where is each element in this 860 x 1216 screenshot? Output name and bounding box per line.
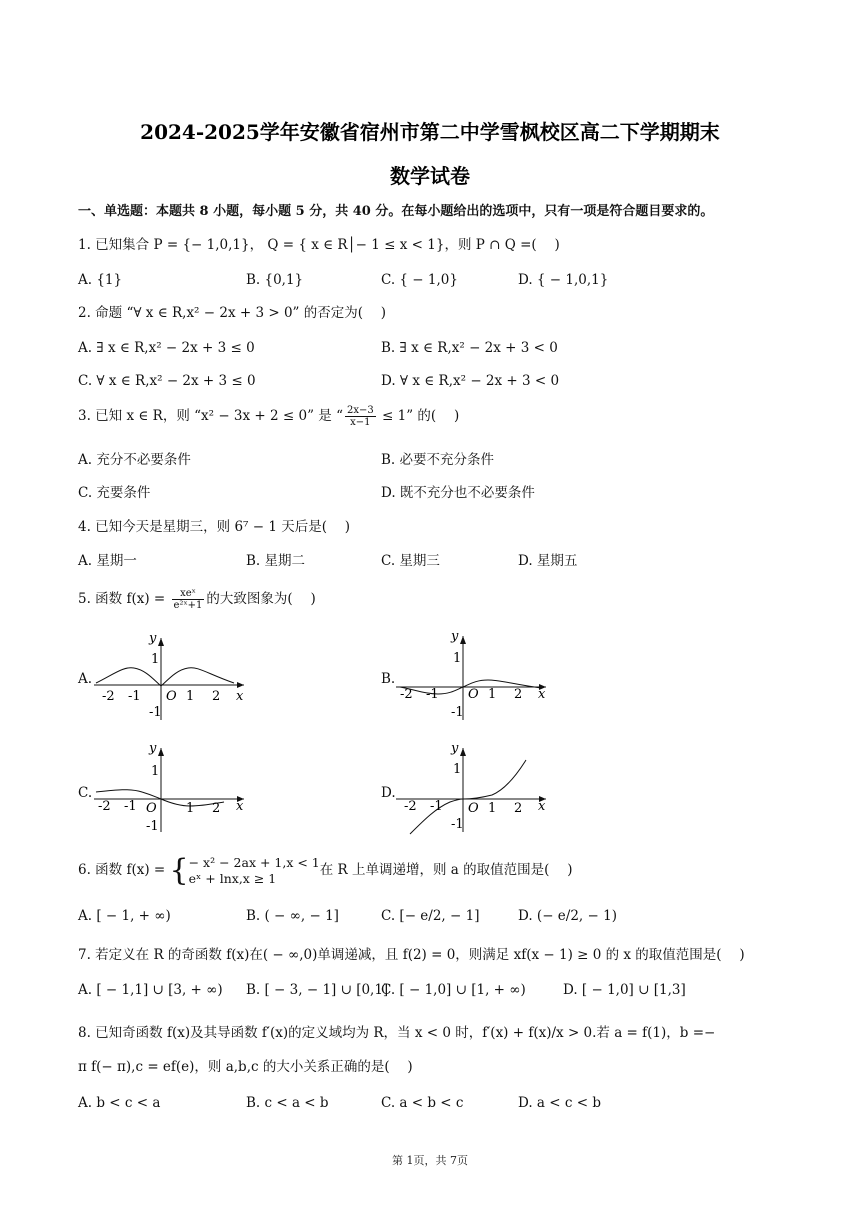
y-axis-arrow <box>460 748 466 756</box>
q8-option-b: B. c < a < b <box>246 1095 329 1111</box>
tick-label-neg2: -2 <box>400 687 413 702</box>
q6-option-c: C. [− e/2, − 1] <box>381 908 480 924</box>
q3-fraction-denominator: x−1 <box>350 417 371 428</box>
x-axis-label: x <box>538 687 546 702</box>
q5-graph-a <box>94 628 254 723</box>
question-8-stem-line2: π f(− π),c = ef(e)，则 a,b,c 的大小关系正确的是( ) <box>78 1059 413 1075</box>
q5-graph-d <box>396 740 556 835</box>
q2-option-b: B. ∃ x ∈ R,x² − 2x + 3 < 0 <box>381 340 558 356</box>
q6-stem-part-b: 在 R 上单调递增，则 a 的取值范围是( ) <box>319 862 573 878</box>
y-axis-label: y <box>149 631 157 646</box>
q3-stem-part-a: 3. 已知 x ∈ R，则 “x² − 3x + 2 ≤ 0” 是 “ <box>78 408 343 424</box>
q5-option-a-label: A. <box>78 671 93 687</box>
question-7-stem: 7. 若定义在 R 的奇函数 f(x)在( − ∞,0)单调递减，且 f(2) = 0，则满足 xf(x − 1) ≥ 0 的 x 的取值范围是( ) <box>78 947 745 963</box>
tick-label-neg2: -2 <box>102 689 115 704</box>
tick-label-neg2: -2 <box>404 799 417 814</box>
q6-stem-part-a: 6. 函数 f(x) = <box>78 862 170 878</box>
q3-stem-part-b: ≤ 1” 的( ) <box>377 408 460 424</box>
tick-label-neg1: -1 <box>124 799 137 814</box>
q1-option-a: A. {1} <box>78 272 123 288</box>
q8-option-c: C. a < b < c <box>381 1095 464 1111</box>
section-heading: 一、单选题：本题共 8 小题，每小题 5 分，共 40 分。在每小题给出的选项中，只有一项是符合题目要求的。 <box>78 204 714 219</box>
tick-label-y1: 1 <box>453 651 462 666</box>
origin-label: O <box>146 801 157 816</box>
origin-label: O <box>468 801 479 816</box>
tick-label-neg1: -1 <box>128 689 141 704</box>
q2-option-a: A. ∃ x ∈ R,x² − 2x + 3 ≤ 0 <box>78 340 255 356</box>
q4-option-d: D. 星期五 <box>518 553 578 569</box>
tick-label-neg2: -2 <box>98 799 111 814</box>
q3-fraction-numerator: 2x−3 <box>346 405 374 416</box>
tick-label-yneg1: -1 <box>146 819 159 834</box>
question-8-stem-line1: 8. 已知奇函数 f(x)及其导函数 f′(x)的定义域均为 R，当 x < 0 时，f′(x) + f(x)/x > 0.若 a = f(1)，b =− <box>78 1025 716 1041</box>
q7-option-c: C. [ − 1,0] ∪ [1, + ∞) <box>381 982 526 998</box>
x-axis-label: x <box>538 799 546 814</box>
question-5-stem <box>78 588 316 611</box>
q5-option-d-label: D. <box>381 785 396 801</box>
tick-label-1: 1 <box>186 689 195 704</box>
q5-graph-b <box>396 628 556 723</box>
q3-fraction <box>345 405 376 428</box>
x-axis-arrow <box>237 682 244 688</box>
q8-option-a: A. b < c < a <box>78 1095 161 1111</box>
tick-label-1: 1 <box>488 801 497 816</box>
q8-option-d: D. a < c < b <box>518 1095 601 1111</box>
y-axis-label: y <box>451 629 459 644</box>
tick-label-yneg1: -1 <box>149 705 162 720</box>
exam-title-line2: 数学试卷 <box>390 164 470 188</box>
y-axis-arrow <box>158 638 164 646</box>
q2-option-c: C. ∀ x ∈ R,x² − 2x + 3 ≤ 0 <box>78 373 256 389</box>
q4-option-a: A. 星期一 <box>78 553 137 569</box>
tick-label-yneg1: -1 <box>451 817 464 832</box>
q3-option-c: C. 充要条件 <box>78 485 151 501</box>
q1-option-d: D. { − 1,0,1} <box>518 272 609 288</box>
q6-piecewise-cases <box>189 855 320 887</box>
function-curve <box>410 760 526 834</box>
q4-option-c: C. 星期三 <box>381 553 440 569</box>
q5-option-b-label: B. <box>381 671 396 687</box>
q1-option-b: B. {0,1} <box>246 272 304 288</box>
q6-case-2: eˣ + lnx,x ≥ 1 <box>188 870 277 886</box>
q6-option-a: A. [ − 1, + ∞) <box>78 908 171 924</box>
tick-label-y1: 1 <box>151 764 160 779</box>
tick-label-1: 1 <box>186 801 195 816</box>
tick-label-1: 1 <box>488 687 497 702</box>
q6-option-b: B. ( − ∞, − 1] <box>246 908 339 924</box>
tick-label-neg1: -1 <box>426 687 439 702</box>
q5-stem-part-a: 5. 函数 f(x) = <box>78 591 170 607</box>
q2-option-d: D. ∀ x ∈ R,x² − 2x + 3 < 0 <box>381 373 560 389</box>
q6-option-d: D. (− e/2, − 1) <box>518 908 617 924</box>
question-4-stem: 4. 已知今天是星期三，则 6⁷ − 1 天后是( ) <box>78 519 351 535</box>
tick-label-2: 2 <box>514 687 523 702</box>
q6-left-brace: { <box>169 852 189 888</box>
page-footer: 第 1页，共 7页 <box>392 1154 468 1167</box>
y-axis-arrow <box>158 748 164 756</box>
function-curve <box>96 790 224 806</box>
q3-option-d: D. 既不充分也不必要条件 <box>381 485 535 501</box>
y-axis-label: y <box>149 741 157 756</box>
q3-option-b: B. 必要不充分条件 <box>381 452 495 468</box>
tick-label-neg1: -1 <box>430 799 443 814</box>
question-6-stem <box>78 854 572 887</box>
question-1-stem: 1. 已知集合 P = {− 1,0,1}， Q = { x ∈ R│− 1 ≤ x < 1}，则 P ∩ Q =( ) <box>78 237 560 253</box>
tick-label-2: 2 <box>212 801 221 816</box>
q4-option-b: B. 星期二 <box>246 553 306 569</box>
y-axis-label: y <box>451 741 459 756</box>
q7-option-d: D. [ − 1,0] ∪ [1,3] <box>563 982 686 998</box>
q5-fraction-numerator: xeˣ <box>172 588 205 600</box>
question-2-stem: 2. 命题 “∀ x ∈ R,x² − 2x + 3 > 0” 的否定为( ) <box>78 305 387 321</box>
q5-stem-part-b: 的大致图象为( ) <box>206 591 316 607</box>
x-axis-label: x <box>236 689 244 704</box>
q1-option-c: C. { − 1,0} <box>381 272 458 288</box>
q5-option-c-label: C. <box>78 785 93 801</box>
origin-label: O <box>468 687 479 702</box>
tick-label-y1: 1 <box>453 762 462 777</box>
q5-graph-c <box>94 740 254 835</box>
tick-label-2: 2 <box>212 689 221 704</box>
q7-option-b: B. [ − 3, − 1] ∪ [0,1] <box>246 982 389 998</box>
q6-case-1: − x² − 2ax + 1,x < 1 <box>188 854 320 870</box>
tick-label-yneg1: -1 <box>451 705 464 720</box>
exam-title-line1: 2024-2025学年安徽省宿州市第二中学雪枫校区高二下学期期末 <box>140 120 720 144</box>
origin-label: O <box>166 689 177 704</box>
q5-fraction <box>172 588 205 611</box>
function-curve <box>96 668 234 686</box>
q5-fraction-denominator: e²ˣ+1 <box>173 600 203 611</box>
q3-option-a: A. 充分不必要条件 <box>78 452 191 468</box>
question-3-stem <box>78 405 459 428</box>
y-axis-arrow <box>460 636 466 644</box>
x-axis-label: x <box>236 799 244 814</box>
q7-option-a: A. [ − 1,1] ∪ [3, + ∞) <box>78 982 223 998</box>
tick-label-y1: 1 <box>151 652 160 667</box>
tick-label-2: 2 <box>514 801 523 816</box>
